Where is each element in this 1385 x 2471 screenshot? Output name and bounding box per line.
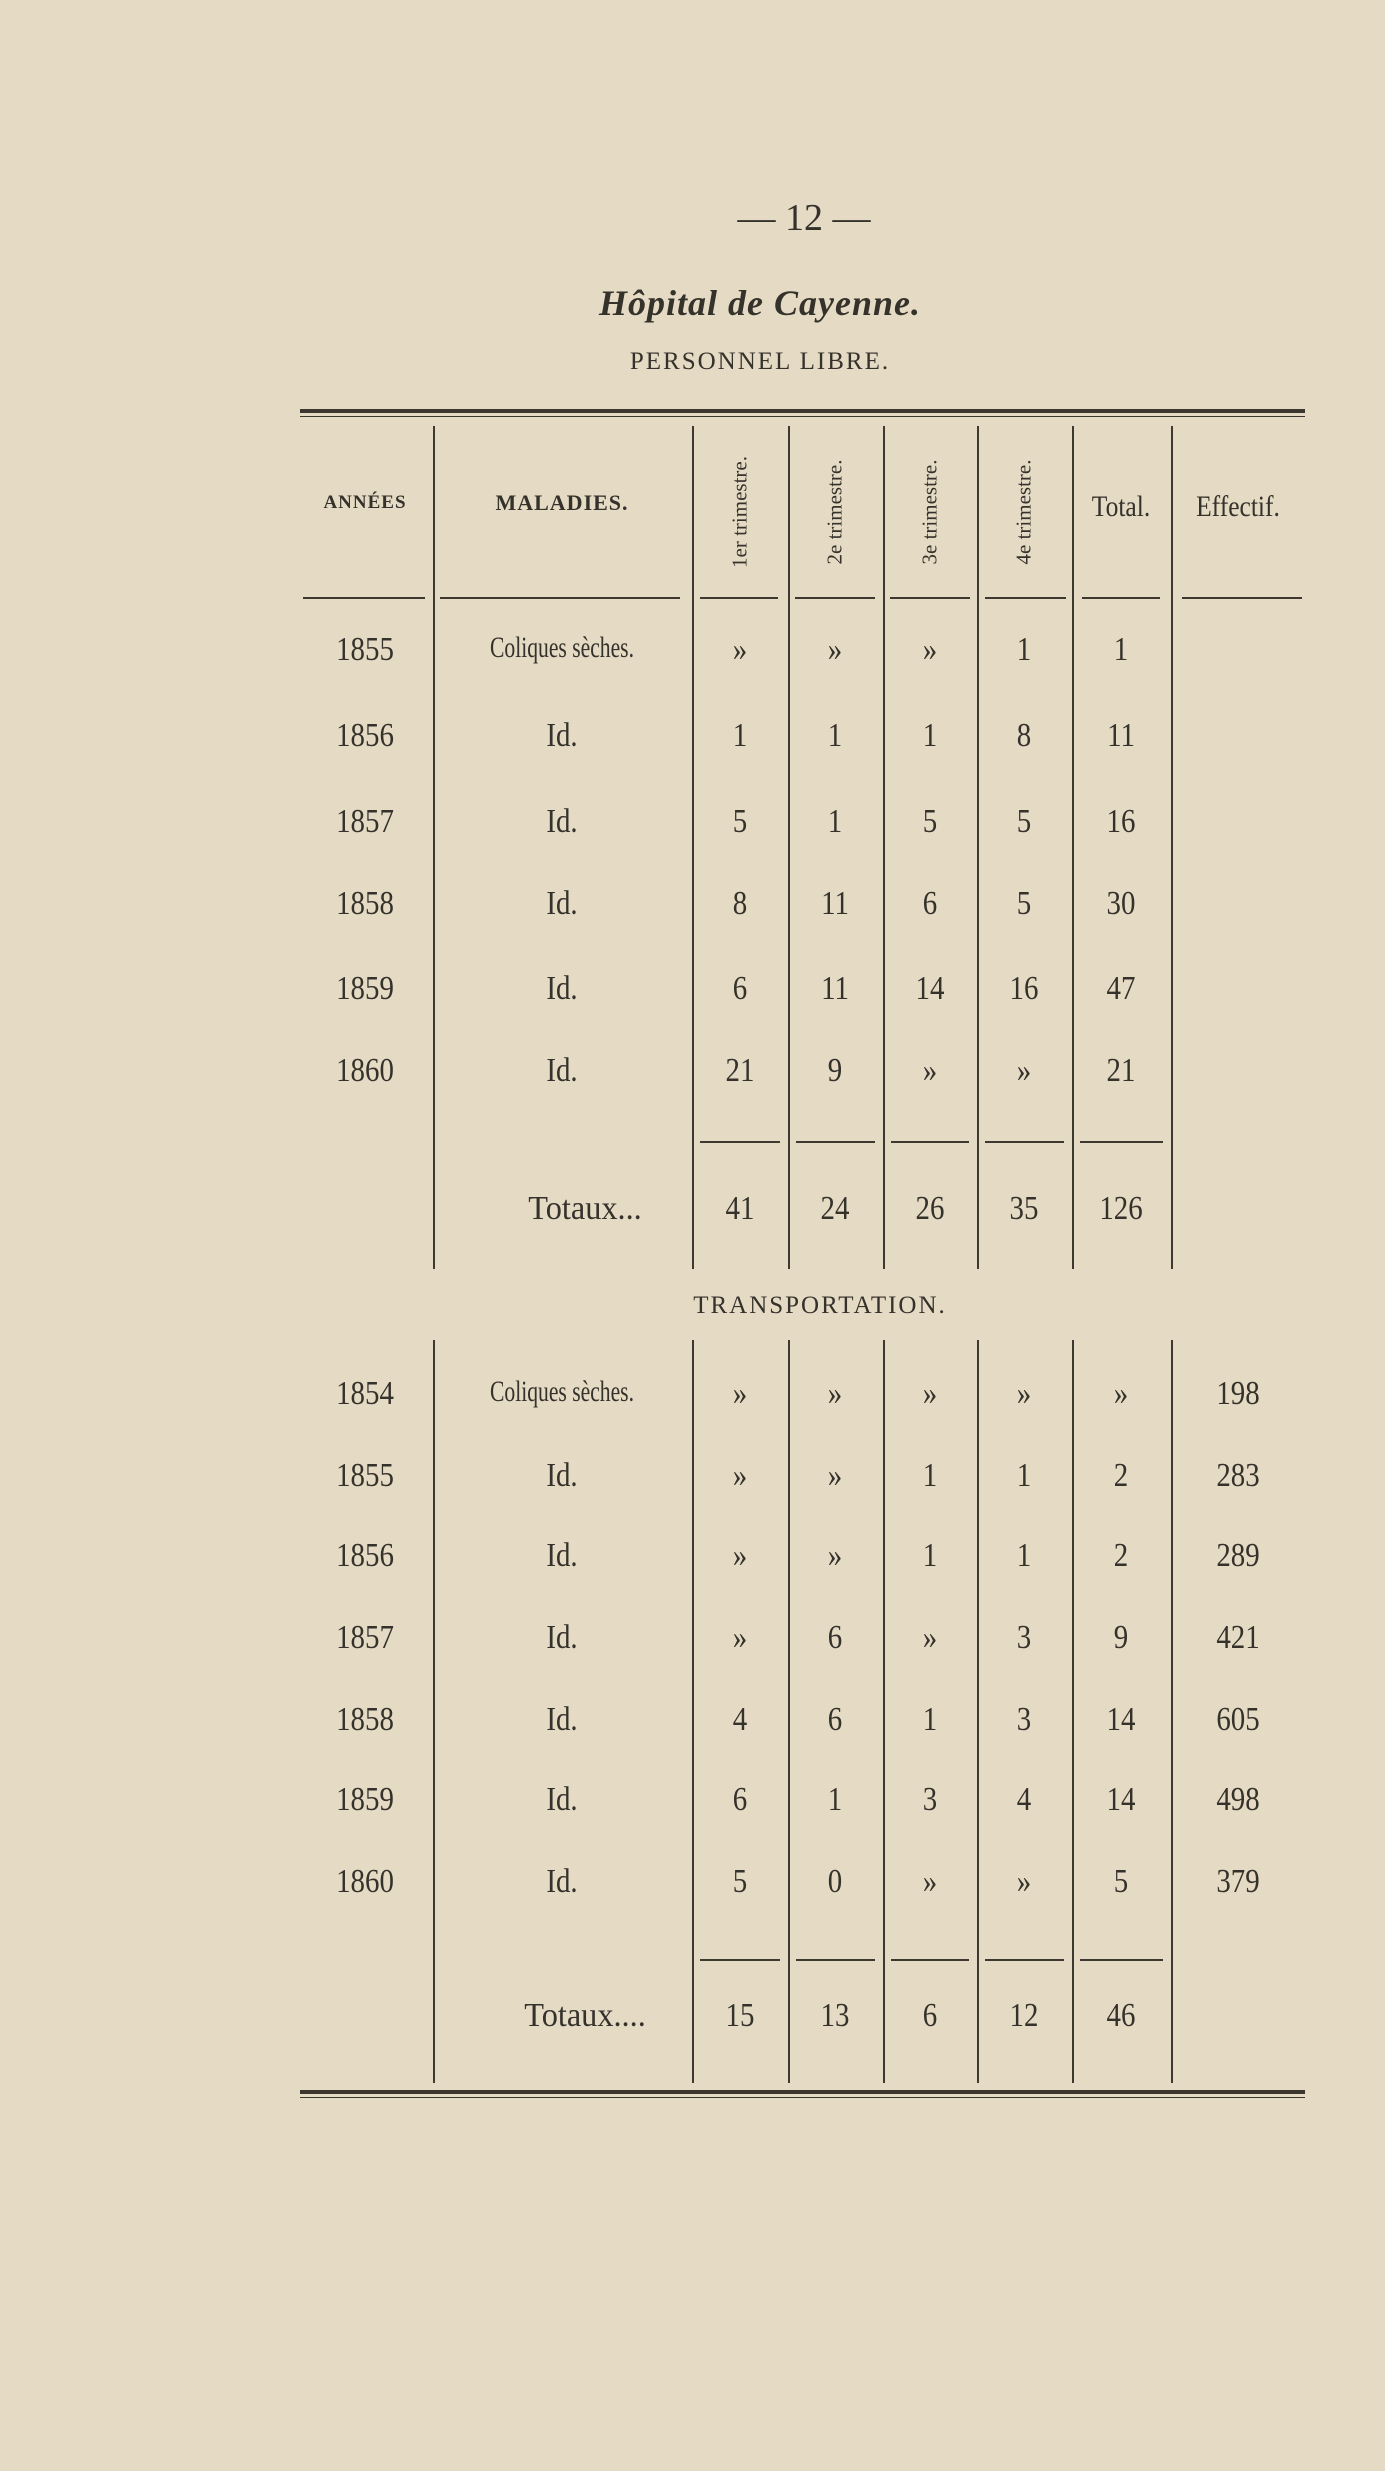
- totals-rule: [985, 1141, 1064, 1143]
- cell-year: 1854: [336, 1375, 394, 1412]
- cell-q4: 5: [1016, 803, 1032, 840]
- cell-total: 9: [1113, 1619, 1129, 1656]
- column-divider: [1171, 1340, 1173, 2083]
- cell-q4: 1: [1016, 631, 1032, 668]
- cell-q1: 21: [725, 1052, 755, 1089]
- cell-q1: 5: [732, 803, 748, 840]
- cell-year: 1857: [336, 1619, 394, 1656]
- cell-disease: Id.: [546, 1457, 578, 1494]
- cell-total: »: [1113, 1375, 1129, 1412]
- page-number: — 12 —: [737, 197, 871, 239]
- totals-rule: [891, 1959, 969, 1961]
- cell-q4: 5: [1016, 885, 1032, 922]
- cell-year: 1856: [336, 717, 394, 754]
- column-divider: [883, 1340, 885, 2083]
- column-divider: [692, 1340, 694, 2083]
- cell-q1: 4: [732, 1701, 748, 1738]
- header-underline: [985, 597, 1066, 599]
- cell-total: 14: [1106, 1781, 1136, 1818]
- cell-disease: Id.: [546, 1052, 578, 1089]
- cell-q1: 6: [732, 970, 748, 1007]
- cell-year: 1859: [336, 970, 394, 1007]
- column-divider: [977, 1340, 979, 2083]
- cell-effectif: 289: [1216, 1537, 1260, 1574]
- header-effectif: Effectif.: [1196, 490, 1280, 523]
- cell-effectif: 421: [1216, 1619, 1260, 1656]
- cell-q1: 1: [732, 717, 748, 754]
- cell-q2: 0: [827, 1863, 843, 1900]
- bottom-rule: [300, 2090, 1305, 2098]
- totals-q2: 13: [820, 1997, 850, 2034]
- cell-q4: 3: [1016, 1619, 1032, 1656]
- cell-q2: »: [827, 1457, 843, 1494]
- cell-disease: Id.: [546, 717, 578, 754]
- cell-effectif: 379: [1216, 1863, 1260, 1900]
- cell-year: 1860: [336, 1863, 394, 1900]
- cell-q4: 4: [1016, 1781, 1032, 1818]
- cell-total: 47: [1106, 970, 1136, 1007]
- column-divider: [692, 426, 694, 1269]
- cell-q3: 1: [922, 1537, 938, 1574]
- cell-q2: 6: [827, 1701, 843, 1738]
- cell-q4: 1: [1016, 1457, 1032, 1494]
- cell-total: 30: [1106, 885, 1136, 922]
- cell-effectif: 283: [1216, 1457, 1260, 1494]
- column-divider: [433, 1340, 435, 2083]
- cell-q3: 3: [922, 1781, 938, 1818]
- totals-q3: 6: [922, 1997, 938, 2034]
- cell-q3: »: [922, 1052, 938, 1089]
- cell-year: 1858: [336, 1701, 394, 1738]
- header-years: ANNÉES: [323, 492, 407, 513]
- cell-q4: 3: [1016, 1701, 1032, 1738]
- cell-q4: 1: [1016, 1537, 1032, 1574]
- cell-q1: »: [732, 631, 748, 668]
- cell-q2: 9: [827, 1052, 843, 1089]
- cell-year: 1860: [336, 1052, 394, 1089]
- transportation-heading: TRANSPORTATION.: [693, 1292, 947, 1319]
- cell-year: 1859: [336, 1781, 394, 1818]
- section-subtitle: PERSONNEL LIBRE.: [629, 348, 891, 375]
- totals-rule: [985, 1959, 1064, 1961]
- cell-total: 14: [1106, 1701, 1136, 1738]
- totals-rule: [1080, 1959, 1163, 1961]
- cell-q3: 5: [922, 803, 938, 840]
- cell-q3: 1: [922, 1701, 938, 1738]
- cell-q2: 1: [827, 803, 843, 840]
- cell-disease: Id.: [546, 885, 578, 922]
- header-total: Total.: [1091, 490, 1151, 523]
- header-q2: 2e trimestre.: [822, 459, 847, 565]
- cell-disease: Id.: [546, 1701, 578, 1738]
- cell-q1: »: [732, 1619, 748, 1656]
- cell-year: 1855: [336, 631, 394, 668]
- cell-q2: »: [827, 1537, 843, 1574]
- totals-rule: [796, 1141, 875, 1143]
- cell-q2: »: [827, 631, 843, 668]
- cell-total: 11: [1107, 717, 1135, 754]
- column-divider: [883, 426, 885, 1269]
- header-underline: [795, 597, 875, 599]
- totals-q1: 15: [725, 1997, 755, 2034]
- cell-effectif: 498: [1216, 1781, 1260, 1818]
- column-divider: [1072, 1340, 1074, 2083]
- header-q1: 1er trimestre.: [727, 456, 752, 568]
- cell-q3: 14: [915, 970, 945, 1007]
- cell-q4: »: [1016, 1863, 1032, 1900]
- cell-q4: 16: [1009, 970, 1039, 1007]
- cell-q3: 1: [922, 717, 938, 754]
- cell-year: 1856: [336, 1537, 394, 1574]
- cell-q3: 6: [922, 885, 938, 922]
- page-title: Hôpital de Cayenne.: [599, 283, 921, 323]
- header-underline: [890, 597, 970, 599]
- cell-q2: 1: [827, 1781, 843, 1818]
- totals-rule: [700, 1141, 780, 1143]
- totals-q4: 35: [1009, 1190, 1039, 1227]
- totals-total: 126: [1099, 1190, 1143, 1227]
- cell-year: 1858: [336, 885, 394, 922]
- totals-rule: [700, 1959, 780, 1961]
- cell-q1: »: [732, 1537, 748, 1574]
- totals-q2: 24: [820, 1190, 850, 1227]
- cell-q4: 8: [1016, 717, 1032, 754]
- top-rule: [300, 409, 1305, 417]
- cell-disease: Id.: [546, 803, 578, 840]
- header-underline: [440, 597, 680, 599]
- header-underline: [700, 597, 778, 599]
- header-diseases: MALADIES.: [495, 490, 629, 515]
- cell-q4: »: [1016, 1052, 1032, 1089]
- cell-disease: Coliques sèches.: [490, 631, 634, 664]
- cell-q3: »: [922, 631, 938, 668]
- column-divider: [788, 426, 790, 1269]
- column-divider: [1171, 426, 1173, 1269]
- cell-q2: 11: [821, 970, 849, 1007]
- totals-q1: 41: [725, 1190, 755, 1227]
- column-divider: [1072, 426, 1074, 1269]
- cell-q4: »: [1016, 1375, 1032, 1412]
- cell-q1: »: [732, 1457, 748, 1494]
- cell-disease: Id.: [546, 1619, 578, 1656]
- cell-q3: »: [922, 1619, 938, 1656]
- cell-total: 5: [1113, 1863, 1129, 1900]
- column-divider: [977, 426, 979, 1269]
- totals-rule: [796, 1959, 875, 1961]
- header-underline: [1082, 597, 1160, 599]
- column-divider: [433, 426, 435, 1269]
- totals-rule: [891, 1141, 969, 1143]
- totals-q4: 12: [1009, 1997, 1039, 2034]
- cell-year: 1857: [336, 803, 394, 840]
- cell-q1: »: [732, 1375, 748, 1412]
- cell-q1: 6: [732, 1781, 748, 1818]
- cell-effectif: 198: [1216, 1375, 1260, 1412]
- totals-q3: 26: [915, 1190, 945, 1227]
- cell-disease: Id.: [546, 1781, 578, 1818]
- cell-total: 1: [1113, 631, 1129, 668]
- cell-total: 21: [1106, 1052, 1136, 1089]
- cell-q1: 5: [732, 1863, 748, 1900]
- cell-total: 2: [1113, 1457, 1129, 1494]
- column-divider: [788, 1340, 790, 2083]
- totals-rule: [1080, 1141, 1163, 1143]
- header-q4: 4e trimestre.: [1011, 459, 1036, 565]
- cell-q2: 11: [821, 885, 849, 922]
- cell-total: 2: [1113, 1537, 1129, 1574]
- totals-total: 46: [1106, 1997, 1136, 2034]
- cell-q2: 1: [827, 717, 843, 754]
- cell-q3: 1: [922, 1457, 938, 1494]
- header-q3: 3e trimestre.: [917, 459, 942, 565]
- cell-disease: Id.: [546, 1863, 578, 1900]
- cell-disease: Coliques sèches.: [490, 1375, 634, 1408]
- cell-total: 16: [1106, 803, 1136, 840]
- cell-q2: 6: [827, 1619, 843, 1656]
- header-underline: [303, 597, 425, 599]
- cell-disease: Id.: [546, 1537, 578, 1574]
- cell-q1: 8: [732, 885, 748, 922]
- cell-q2: »: [827, 1375, 843, 1412]
- header-underline: [1182, 597, 1302, 599]
- cell-q3: »: [922, 1863, 938, 1900]
- totals-label: Totaux...: [528, 1190, 642, 1227]
- cell-year: 1855: [336, 1457, 394, 1494]
- cell-effectif: 605: [1216, 1701, 1260, 1738]
- totals-label: Totaux....: [524, 1997, 646, 2034]
- cell-q3: »: [922, 1375, 938, 1412]
- cell-disease: Id.: [546, 970, 578, 1007]
